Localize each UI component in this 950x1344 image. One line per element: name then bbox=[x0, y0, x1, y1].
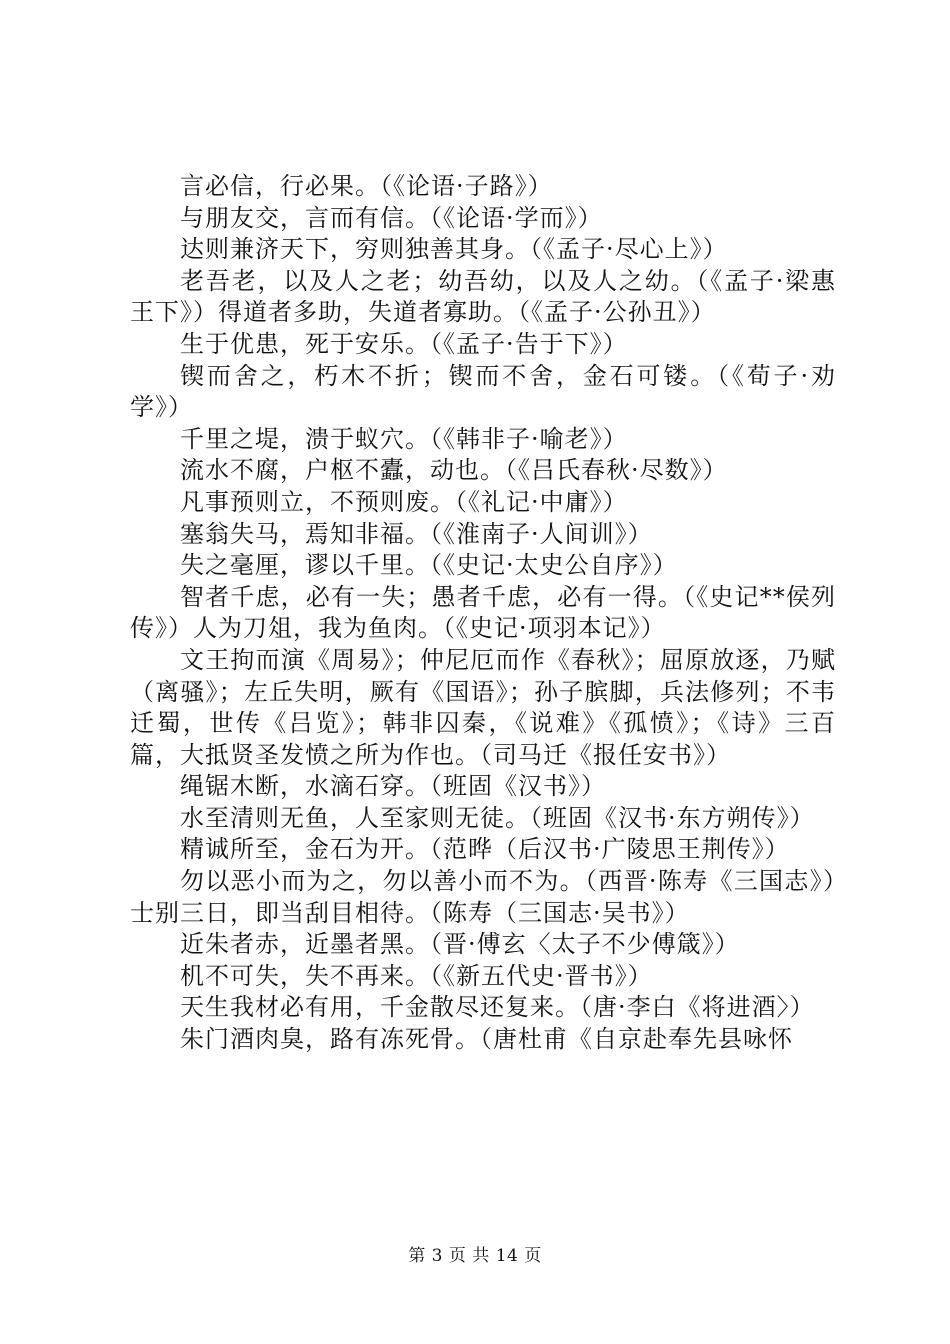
paragraph: 绳锯木断，水滴石穿。（班固《汉书》） bbox=[180, 772, 606, 801]
paragraph: 机不可失，失不再来。（《新五代史·晋书》） bbox=[180, 961, 653, 990]
paragraph: 失之毫厘，谬以千里。（《史记·太史公自序》） bbox=[180, 551, 678, 580]
paragraph: 凡事预则立，不预则废。（《礼记·中庸》） bbox=[180, 487, 628, 516]
paragraph: 朱门酒肉臭，路有冻死骨。（唐杜甫《自京赴奉先县咏怀 bbox=[180, 1025, 793, 1054]
page-footer: 第 3 页 共 14 页 bbox=[408, 1246, 542, 1266]
paragraph: 近朱者赤，近墨者黑。（晋·傅玄〈太子不少傅箴》） bbox=[180, 930, 740, 959]
body-text bbox=[130, 171, 836, 1056]
paragraph: 锲而舍之，朽木不折；锲而不舍，金石可镂。（《荀子·劝学》） bbox=[130, 361, 836, 422]
paragraph: 流水不腐，户枢不蠹，动也。（《吕氏春秋·尽数》） bbox=[180, 456, 728, 485]
paragraph: 千里之堤，溃于蚁穴。（《韩非子·喻老》） bbox=[180, 424, 628, 453]
paragraph: 文王拘而演《周易》；仲尼厄而作《春秋》；屈原放逐，乃赋（离骚》；左丘失明，厥有《国语》；孙子膑脚，兵法修列；不韦迁蜀，世传《吕览》；韩非囚秦，《说难》《孤愤》；《诗》三百篇，大抵贤圣发愤之所为作也。（司马迁《报任安书》） bbox=[130, 645, 836, 769]
paragraph: 精诚所至，金石为开。（范晔（后汉书·广陵思王荆传》） bbox=[180, 835, 790, 864]
paragraph: 智者千虑，必有一失；愚者千虑，必有一得。（《史记**侯列传》）人为刀俎，我为鱼肉。（《史记·项羽本记》） bbox=[130, 582, 836, 643]
paragraph: 生于优患，死于安乐。（《孟子·告于下》） bbox=[180, 329, 628, 358]
paragraph: 言必信，行必果。（《论语·子路》） bbox=[180, 172, 553, 200]
paragraph: 老吾老，以及人之老；幼吾幼，以及人之幼。（《孟子·梁惠王下》）得道者多助，失道者寡助。（《孟子·公孙丑》） bbox=[130, 266, 836, 327]
paragraph: 天生我材必有用，千金散尽还复来。（唐·李白《将进酒〉） bbox=[180, 993, 815, 1022]
paragraph: 达则兼济天下，穷则独善其身。（《孟子·尽心上》） bbox=[180, 235, 728, 264]
paragraph: 水至清则无鱼，人至家则无徒。（班固《汉书·东方朔传》） bbox=[180, 803, 815, 832]
paragraph: 塞翁失马，焉知非福。（《淮南子·人间训》） bbox=[180, 519, 653, 548]
paragraph: 与朋友交，言而有信。（《论语·学而》） bbox=[180, 203, 603, 232]
paragraph: 勿以恶小而为之，勿以善小而不为。（西晋·陈寿《三国志》）士别三日，即当刮目相待。（陈寿（三国志·吴书》） bbox=[130, 867, 836, 927]
